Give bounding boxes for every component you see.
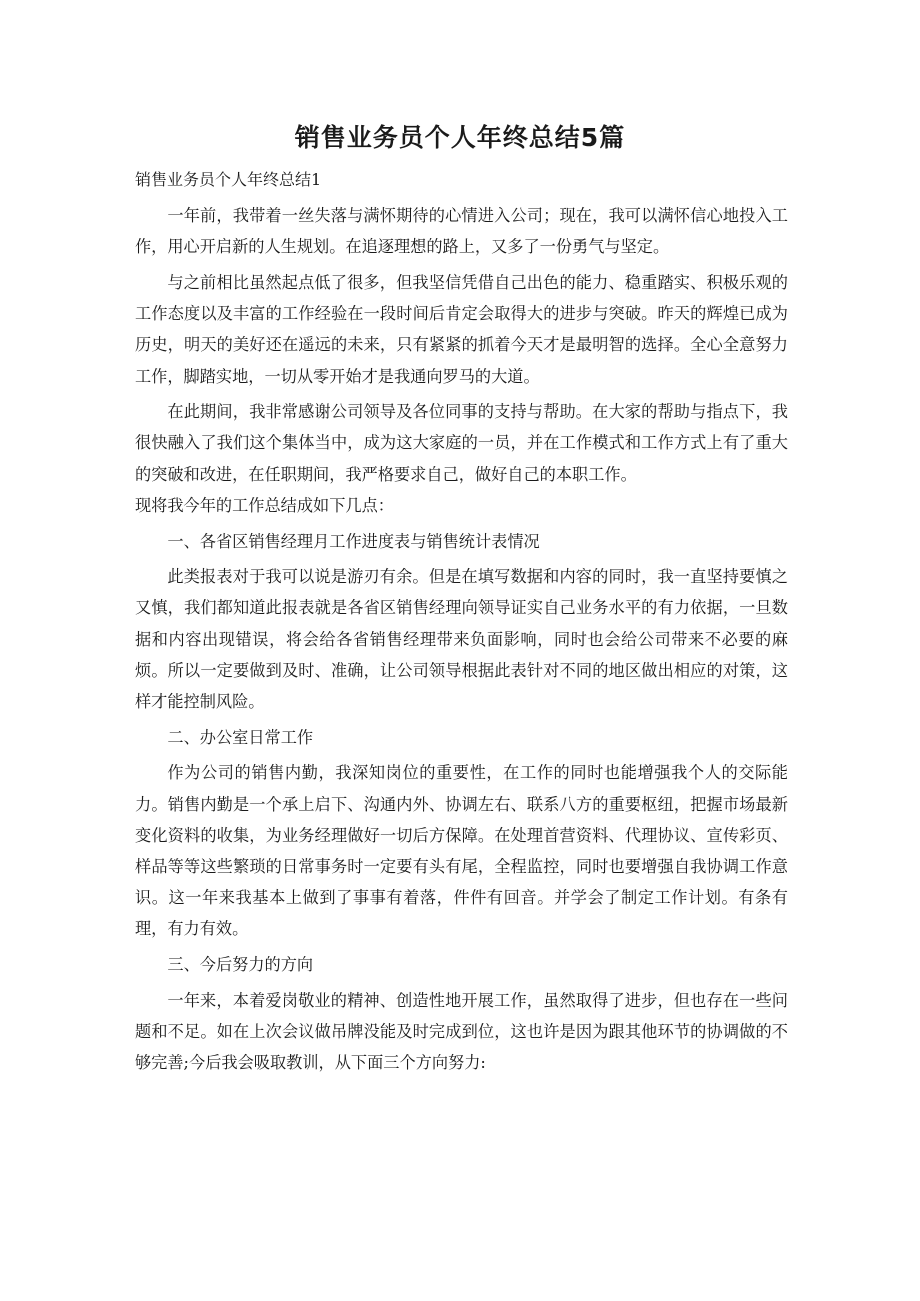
paragraph-thanks: 在此期间，我非常感谢公司领导及各位同事的支持与帮助。在大家的帮助与指点下，我很快融入了我们这个集体当中，成为这大家庭的一员，并在工作模式和工作方式上有了重大的突破和改进，在任职期间，我严格要求自己，做好自己的本职工作。	[135, 402, 788, 484]
paragraph-intro: 一年前，我带着一丝失落与满怀期待的心情进入公司；现在，我可以满怀信心地投入工作，用心开启新的人生规划。在追逐理想的路上，又多了一份勇气与坚定。	[135, 206, 788, 257]
section-subtitle: 销售业务员个人年终总结1	[135, 170, 322, 189]
section-heading-direction: 三、今后努力的方向	[167, 955, 314, 975]
paragraph-summary-lead: 现将我今年的工作总结成如下几点：	[135, 495, 394, 515]
paragraph-direction: 一年来，本着爱岗敬业的精神、创造性地开展工作，虽然取得了进步，但也存在一些问题和不足。如在上次会议做吊牌没能及时完成到位，这也许是因为跟其他环节的协调做的不够完善;今后我会吸取教训，从下面三个方向努力:	[135, 990, 788, 1073]
document-title: 销售业务员个人年终总结5篇	[294, 123, 626, 152]
paragraph-office: 作为公司的销售内勤，我深知岗位的重要性，在工作的同时也能增强我个人的交际能力。销售内勤是一个承上启下、沟通内外、协调左右、联系八方的重要枢纽，把握市场最新变化资料的收集，为业务经理做好一切后方保障。在处理首营资料、代理协议、宣传彩页、样品等等这些繁琐的日常事务时一定要有头有尾，全程监控，同时也要增强自我协调工作意识。这一年来我基本上做到了事事有着落，件件有回音。并学会了制定工作计划。有条有理，有力有效。	[135, 763, 788, 939]
section-heading-office: 二、办公室日常工作	[167, 727, 314, 747]
paragraph-reports: 此类报表对于我可以说是游刃有余。但是在填写数据和内容的同时，我一直坚持要慎之又慎，我们都知道此报表就是各省区销售经理向领导证实自己业务水平的有力依据，一旦数据和内容出现错误，将会给各省销售经理带来负面影响，同时也会给公司带来不必要的麻烦。所以一定要做到及时、准确，让公司领导根据此表针对不同的地区做出相应的对策，这样才能控制风险。	[135, 567, 788, 712]
section-heading-reports: 一、各省区销售经理月工作进度表与销售统计表情况	[167, 531, 540, 551]
document-body	[135, 200, 788, 1078]
paragraph-comparison: 与之前相比虽然起点低了很多，但我坚信凭借自己出色的能力、稳重踏实、积极乐观的工作态度以及丰富的工作经验在一段时间后肯定会取得大的进步与突破。昨天的辉煌已成为历史，明天的美好还在遥远的未来，只有紧紧的抓着今天才是最明智的选择。全心全意努力工作，脚踏实地，一切从零开始才是我通向罗马的大道。	[135, 272, 788, 386]
